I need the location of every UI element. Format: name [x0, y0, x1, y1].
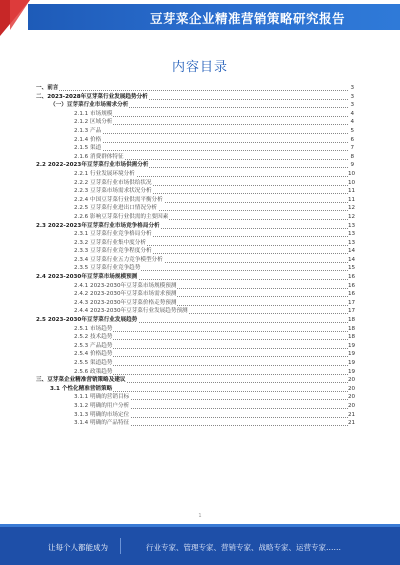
toc-entry-page: 15	[348, 265, 356, 272]
toc-entry-page: 3	[348, 101, 354, 110]
toc-entry-page: 5	[348, 127, 354, 136]
toc-entry-page: 11	[348, 188, 356, 195]
toc-entry-title: 2.2.4 中国豆芽菜行业供需平衡分析	[74, 196, 163, 203]
toc-leader-dots	[74, 124, 348, 125]
toc-entry-title: 三、豆芽菜企业精准营销策略及建议	[36, 377, 126, 384]
toc-entry-title: 2.2.6 影响豆芽菜行业供需的主要因素	[74, 213, 169, 220]
toc-entry-title: 2.5.2 技术趋势	[74, 334, 113, 341]
toc-entry-title: 2.3.5 豆芽菜行业竞争趋势	[74, 265, 141, 272]
toc-entry-title: 2.5.1 市场趋势	[74, 325, 113, 332]
toc-entry[interactable]	[36, 368, 354, 377]
toc-leader-dots	[74, 150, 348, 151]
toc-entry-title: 2.5.5 渠道趋势	[74, 360, 113, 366]
toc-entry-title: 2.4.3 2023-2030年豆芽菜价格走势预测	[74, 299, 177, 306]
toc-entry-title: 2.4.4 2023-2030年豆芽菜行业发展趋势预测	[74, 308, 188, 315]
footer-slogan: 让每个人都能成为	[48, 543, 108, 552]
toc-leader-dots	[74, 374, 348, 375]
toc-entry-title: 一、前言	[36, 85, 59, 91]
toc-entry-page: 17	[348, 299, 356, 306]
toc-entry[interactable]	[36, 256, 354, 265]
toc-entry[interactable]	[36, 385, 354, 394]
toc-entry-page: 13	[348, 239, 356, 246]
table-of-contents	[36, 84, 354, 428]
toc-entry-page: 19	[348, 342, 356, 349]
toc-leader-dots	[74, 339, 348, 340]
toc-entry[interactable]	[36, 299, 354, 308]
toc-entry[interactable]	[36, 84, 354, 93]
toc-entry-title: 2.5 2023-2030年豆芽菜行业发展趋势	[36, 317, 138, 324]
toc-entry-page: 13	[348, 222, 356, 229]
toc-entry[interactable]	[36, 239, 354, 248]
toc-entry-title: 3.1.1 明确的营销目标	[74, 394, 130, 401]
toc-entry[interactable]	[36, 196, 354, 205]
toc-entry-page: 6	[348, 136, 354, 145]
toc-entry-page: 4	[348, 110, 354, 119]
toc-entry[interactable]	[36, 307, 354, 316]
toc-entry-title: 2.3.3 豆芽菜行业竞争程度分析	[74, 248, 152, 255]
toc-entry-title: 2.1.5 渠道	[74, 145, 102, 152]
toc-entry[interactable]	[36, 161, 354, 170]
toc-entry-page: 20	[348, 402, 356, 409]
toc-entry[interactable]	[36, 144, 354, 153]
toc-entry-page: 18	[348, 317, 356, 324]
toc-entry-page: 20	[348, 377, 356, 384]
toc-entry-title: 2.3.1 豆芽菜行业竞争格局分析	[74, 231, 152, 238]
toc-entry-page: 12	[348, 213, 356, 220]
toc-entry-page: 14	[348, 248, 356, 255]
toc-entry-page: 7	[348, 144, 354, 153]
toc-heading: 内容目录	[171, 60, 228, 75]
toc-entry-title: 2.1.6 消费群体特征	[74, 153, 124, 160]
toc-entry-title: 2.2 2022-2023年豆芽菜行业市场供需分析	[36, 162, 149, 169]
toc-entry[interactable]	[36, 411, 354, 420]
toc-entry-page: 17	[348, 308, 356, 315]
toc-entry[interactable]	[36, 230, 354, 239]
toc-entry-title: 2.5.3 产品趋势	[74, 342, 113, 349]
toc-entry-title: 二、2023-2028年豆芽菜行业发展趋势分析	[36, 93, 148, 100]
toc-entry-title: 2.1.3 产品	[74, 127, 102, 134]
toc-entry[interactable]	[36, 282, 354, 291]
header-banner	[0, 0, 400, 36]
toc-entry-page: 8	[348, 153, 354, 162]
toc-entry-page: 16	[348, 282, 356, 289]
toc-entry-page: 9	[348, 161, 354, 170]
toc-leader-dots	[74, 356, 348, 357]
toc-entry-page: 3	[348, 84, 354, 93]
toc-entry-title: 2.2.2 豆芽菜行业市场供给状况	[74, 179, 152, 186]
toc-entry-title: 2.2.3 豆芽菜市场需求状况分析	[74, 188, 152, 195]
toc-leader-dots	[74, 116, 348, 117]
toc-entry[interactable]	[36, 204, 354, 213]
footer-expert-list: 行业专家、管理专家、营销专家、战略专家、运营专家……	[146, 543, 341, 552]
report-title: 豆芽菜企业精准营销策略研究报告	[150, 11, 346, 26]
toc-entry-page: 21	[348, 420, 356, 427]
toc-entry-page: 13	[348, 231, 356, 238]
toc-entry-title: 3.1.2 明确的用户分析	[74, 402, 130, 409]
toc-entry[interactable]	[36, 93, 354, 102]
toc-entry-title: 2.4.2 2023-2030年豆芽菜市场需求预测	[74, 291, 177, 298]
toc-entry[interactable]	[36, 419, 354, 428]
toc-entry-page: 18	[348, 334, 356, 341]
toc-entry-title: 2.1.2 区域分析	[74, 119, 113, 126]
toc-entry[interactable]	[36, 333, 354, 342]
toc-entry-title: 2.3 2022-2023年豆芽菜行业市场竞争格局分析	[36, 222, 160, 229]
toc-entry-page: 19	[348, 368, 356, 375]
toc-entry-page: 11	[348, 196, 356, 203]
toc-leader-dots	[36, 90, 348, 91]
toc-entry[interactable]	[36, 376, 354, 385]
toc-entry[interactable]	[36, 213, 354, 222]
toc-entry-page: 14	[348, 256, 356, 263]
toc-entry-title: 3.1.3 明确的市场定位	[74, 411, 130, 418]
toc-entry[interactable]	[36, 222, 354, 231]
toc-entry-title: 2.5.4 价格趋势	[74, 351, 113, 358]
toc-entry[interactable]	[36, 136, 354, 145]
toc-entry[interactable]	[36, 393, 354, 402]
toc-entry-page: 16	[348, 274, 356, 281]
toc-entry-title: 3.1.4 明确的产品特征	[74, 420, 130, 427]
toc-entry-title: 2.5.6 政策趋势	[74, 368, 113, 375]
toc-entry[interactable]	[36, 325, 354, 334]
toc-entry-page: 10	[348, 179, 356, 186]
toc-leader-dots	[74, 348, 348, 349]
toc-entry[interactable]	[36, 118, 354, 127]
toc-entry[interactable]	[36, 247, 354, 256]
toc-entry[interactable]	[36, 359, 354, 368]
toc-entry-page: 16	[348, 291, 356, 298]
toc-entry[interactable]	[36, 170, 354, 179]
toc-entry[interactable]	[36, 273, 354, 282]
toc-entry[interactable]	[36, 264, 354, 273]
toc-entry-page: 19	[348, 360, 356, 366]
toc-leader-dots	[74, 365, 348, 366]
toc-entry-title: 2.3.2 豆芽菜行业集中度分析	[74, 239, 146, 246]
toc-entry[interactable]	[36, 127, 354, 136]
toc-leader-dots	[74, 142, 348, 143]
toc-entry[interactable]	[36, 342, 354, 351]
footer-separator	[120, 538, 121, 554]
toc-leader-dots	[74, 331, 348, 332]
header-red-wedge-light	[10, 0, 30, 30]
footer-banner	[0, 524, 400, 565]
toc-entry-page: 20	[348, 394, 356, 401]
toc-entry-title: （一）豆芽菜行业市场需求分析	[50, 102, 129, 109]
toc-entry-page: 18	[348, 325, 356, 332]
toc-entry[interactable]	[36, 350, 354, 359]
toc-entry-title: 2.1.1 市场规模	[74, 110, 113, 117]
toc-entry[interactable]	[36, 101, 354, 110]
toc-entry[interactable]	[36, 187, 354, 196]
toc-entry-page: 20	[348, 385, 356, 392]
toc-entry[interactable]	[36, 402, 354, 411]
toc-entry-title: 3.1 个性化精准营销策略	[50, 385, 113, 392]
toc-entry-page: 10	[348, 170, 356, 177]
toc-entry-title: 2.2.5 豆芽菜行业进出口情况分析	[74, 205, 158, 212]
toc-entry-title: 2.2.1 行业发展环境分析	[74, 170, 135, 177]
toc-leader-dots	[74, 133, 348, 134]
toc-entry-title: 2.4 2023-2030年豆芽菜市场规模预测	[36, 274, 138, 281]
toc-entry[interactable]	[36, 290, 354, 299]
page-number: 1	[198, 513, 202, 519]
toc-entry[interactable]	[36, 179, 354, 188]
toc-entry[interactable]	[36, 110, 354, 119]
toc-entry-title: 2.1.4 价格	[74, 136, 102, 143]
toc-entry-page: 21	[348, 411, 356, 418]
toc-entry[interactable]	[36, 316, 354, 325]
toc-entry[interactable]	[36, 153, 354, 162]
toc-entry-page: 3	[348, 93, 354, 102]
toc-entry-page: 12	[348, 205, 356, 212]
toc-entry-page: 19	[348, 351, 356, 358]
toc-entry-title: 2.3.4 豆芽菜行业五力竞争模型分析	[74, 256, 163, 263]
toc-entry-page: 4	[348, 118, 354, 127]
toc-entry-title: 2.4.1 2023-2030年豆芽菜市场规模预测	[74, 282, 177, 289]
footer-stripe	[0, 524, 400, 527]
